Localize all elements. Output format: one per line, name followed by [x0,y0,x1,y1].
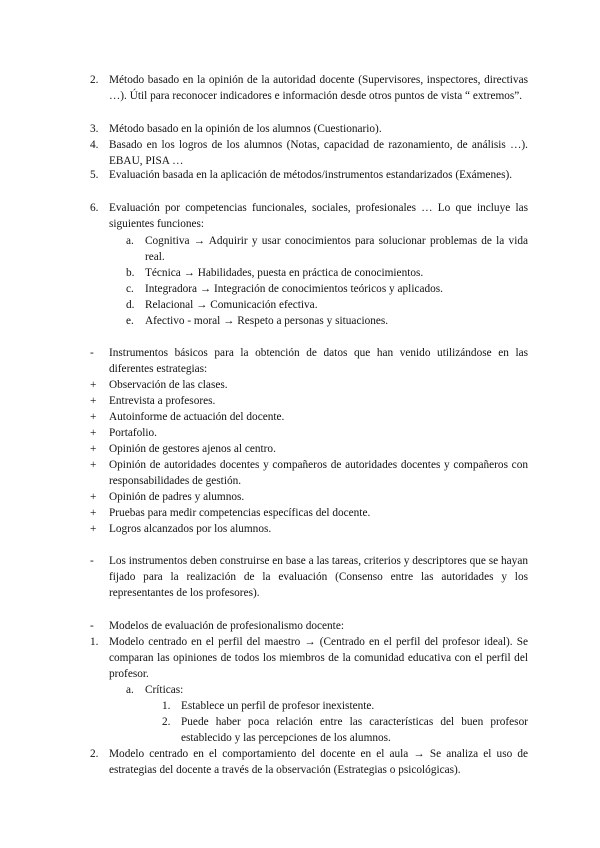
instrument-text: Pruebas para medir competencias específicas del docente. [109,507,371,519]
instrument-item [90,521,528,537]
instrument-item [90,425,528,441]
instrument-text: Entrevista a profesores. [109,395,216,407]
model-text: Modelo centrado en el comportamiento del docente en el aula → Se analiza el uso de estrategias del docente a través de la observación (Estrategias o psicológicas). [109,748,528,777]
dash-marker: - [90,347,94,359]
function-item [126,233,528,265]
instrument-item [90,409,528,425]
list-marker: a. [126,684,134,696]
list-marker: 2. [162,716,171,728]
plus-marker: + [90,459,97,471]
plus-marker: + [90,443,97,455]
critica-text: Establece un perfil de profesor inexistente. [181,700,375,712]
plus-marker: + [90,491,97,503]
models-heading-text: Modelos de evaluación de profesionalismo docente: [109,620,344,632]
instrument-text: Opinión de autoridades docentes y compañeros de autoridades docentes y compañeros con responsabilidades de gestión. [109,459,528,488]
model-item [90,746,528,778]
list-marker: 5. [90,169,99,181]
instrument-item [90,457,528,489]
method-item [90,137,528,169]
plus-marker: + [90,395,97,407]
list-marker: d. [126,299,135,311]
function-item [126,297,528,313]
list-marker: 4. [90,139,99,151]
method-item [90,167,528,183]
function-item [126,265,528,281]
instrument-item [90,393,528,409]
construction-text: Los instrumentos deben construirse en base a las tareas, criterios y descriptores que se hayan fijado para la realización de la evaluación (Consenso entre las autoridades y los representantes de los profesores). [109,555,528,600]
construction-paragraph [90,553,528,602]
dash-marker: - [90,555,94,567]
list-marker: 6. [90,202,99,214]
model-item [90,634,528,683]
instrument-item [90,441,528,457]
critica-text: Puede haber poca relación entre las características del buen profesor establecido y las percepciones de los alumnos. [181,716,528,745]
plus-marker: + [90,523,97,535]
list-marker: a. [126,235,134,247]
method-text: Método basado en la opinión de la autoridad docente (Supervisores, inspectores, directivas …). Útil para reconocer indicadores e información desde otros puntos de vista “ extremos”. [109,74,528,103]
method-item [90,200,528,232]
critica-point [162,698,528,714]
instrument-text: Logros alcanzados por los alumnos. [109,523,272,535]
list-marker: e. [126,315,134,327]
function-text: Afectivo - moral → Respeto a personas y situaciones. [145,315,389,327]
list-marker: b. [126,267,135,279]
instrument-text: Autoinforme de actuación del docente. [109,411,285,423]
method-text: Evaluación por competencias funcionales, sociales, profesionales … Lo que incluye las siguientes funciones: [109,202,528,231]
dash-marker: - [90,620,94,632]
plus-marker: + [90,427,97,439]
instrument-text: Opinión de gestores ajenos al centro. [109,443,276,455]
function-text: Relacional → Comunicación efectiva. [145,299,318,311]
function-text: Cognitiva → Adquirir y usar conocimientos para solucionar problemas de la vida real. [145,235,528,264]
instrument-item [90,377,528,393]
plus-marker: + [90,411,97,423]
instrument-item [90,489,528,505]
plus-marker: + [90,379,97,391]
list-marker: 2. [90,74,99,86]
function-text: Técnica → Habilidades, puesta en práctica de conocimientos. [145,267,424,279]
criticas-item [126,682,528,698]
list-marker: c. [126,283,134,295]
instruments-intro-text: Instrumentos básicos para la obtención de datos que han venido utilizándose en las diferentes estrategias: [109,347,528,376]
criticas-text: Críticas: [145,684,184,696]
method-item [90,121,528,137]
function-item [126,313,528,329]
function-item [126,281,528,297]
list-marker: 3. [90,123,99,135]
critica-point [162,714,528,746]
function-text: Integradora → Integración de conocimientos teóricos y aplicados. [145,283,444,295]
list-marker: 1. [162,700,171,712]
list-marker: 2. [90,748,99,760]
instrument-item [90,505,528,521]
method-text: Método basado en la opinión de los alumnos (Cuestionario). [109,123,382,135]
method-text: Basado en los logros de los alumnos (Notas, capacidad de razonamiento, de análisis …). EBAU, PISA … [109,139,528,168]
instrument-text: Opinión de padres y alumnos. [109,491,245,503]
models-heading [90,618,528,634]
instruments-intro [90,345,528,377]
method-item [90,72,528,104]
model-text: Modelo centrado en el perfil del maestro → (Centrado en el perfil del profesor ideal). Se comparan las opiniones de todos los miembros de la comunidad educativa con el perfil del profesor. [109,636,528,681]
instrument-text: Observación de las clases. [109,379,228,391]
plus-marker: + [90,507,97,519]
list-marker: 1. [90,636,99,648]
method-text: Evaluación basada en la aplicación de métodos/instrumentos estandarizados (Exámenes). [109,169,513,181]
instrument-text: Portafolio. [109,427,158,439]
